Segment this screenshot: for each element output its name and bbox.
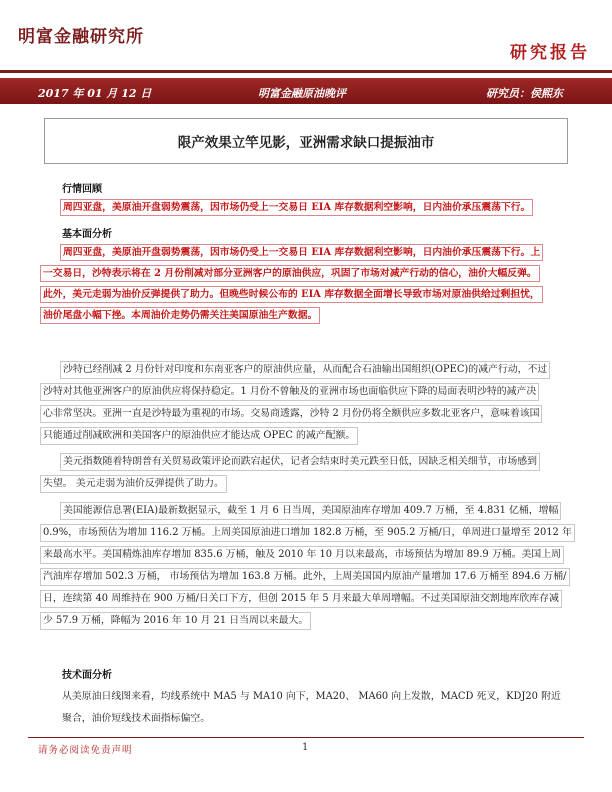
text-line: 0.9%，市场预估为增加 116.2 万桶。上周美国原油进口增加 182.8 万桶，至 905.2 万桶/日，单周进口量增至 2012 年 (40, 524, 575, 542)
fundamental-line: 此外，美元走弱为油价反弹提供了助力。但晚些时候公布的 EIA 库存数据全面增长导致市场对原油供给过剩担忧， (40, 286, 543, 303)
technical-heading: 技术面分析 (62, 670, 112, 681)
text-line: 汽油库存增加 502.3 万桶， 市场预估为增加 163.8 万桶。此外，上周美国国内原油产量增加 17.6 万桶至 894.6 万桶/ (40, 568, 570, 586)
top-divider (0, 70, 612, 73)
page-number: 1 (302, 742, 309, 753)
text-line: 日，连续第 40 周维持在 900 万桶/日关口下方，但创 2015 年 5 月来最大单周增幅。不过美国原油交割地库欣库存减 (40, 590, 562, 608)
company-logo (18, 22, 144, 47)
text-line: 沙特对其他亚洲客户的原油供应将保持稳定。1 月份不曾触及的亚洲市场也面临供应下降的局面表明沙特的减产决 (40, 383, 539, 401)
text-line: 来最高水平。美国精炼油库存增加 835.6 万桶，触及 2010 年 10 月以来最高，市场预估为增加 89.9 万桶。美国上周 (40, 546, 564, 564)
paragraph-eia (40, 500, 580, 632)
fundamental-line: 一交易日，沙特表示将在 2 月份削减对部分亚洲客户的原油供应，巩固了市场对减产行动的信心，油价大幅反弹。 (40, 265, 540, 282)
text-line: 少 57.9 万桶，降幅为 2016 年 10 月 21 日当周以来最大。 (40, 612, 311, 630)
paragraph-dollar (40, 451, 580, 495)
text-line: 心非常坚决。亚洲一直是沙特最为重视的市场。交易商透露，沙特 2 月份仍将全额供应多数北亚客户，意味着该国 (40, 405, 542, 423)
fundamental-line: 油价尾盘小幅下挫。本周油价走势仍需关注美国原油生产数据。 (40, 307, 320, 324)
page-title: 限产效果立竿见影，亚洲需求缺口提振油市 (44, 118, 568, 164)
series-title: 明富金融原油晚评 (258, 87, 346, 100)
fundamental-heading: 基本面分析 (62, 229, 112, 240)
text-line: 只能通过削减欧洲和美国客户的原油供应才能达成 OPEC 的减产配额。 (40, 427, 358, 445)
fundamental-line: 周四亚盘，美原油开盘弱势震荡，因市场仍受上一交易日 EIA 库存数据利空影响，日内油价承压震荡下行。上 (60, 244, 543, 261)
review-text-block (60, 197, 533, 218)
author: 研究员：侯熙东 (486, 87, 563, 100)
review-text: 周四亚盘，美原油开盘弱势震荡，因市场仍受上一交易日 EIA 库存数据利空影响，日内油价承压震荡下行。 (60, 199, 533, 216)
disclaimer-link[interactable]: 请务必阅读免责声明 (38, 745, 133, 756)
text-line: 从美原油日线图来看，均线系统中 MA5 与 MA10 向下，MA20、 MA60 向上发散，MACD 死叉，KDJ20 附近 (62, 691, 561, 702)
logo-text: 明富金融研究所 (18, 27, 144, 47)
paragraph-saudi (40, 359, 580, 447)
header-bar (0, 78, 612, 104)
fundamental-text-block (40, 242, 580, 326)
report-label: 研究报告 (510, 43, 590, 63)
paragraph-technical (62, 686, 582, 730)
report-date: 2017 年 01 月 12 日 (38, 87, 152, 100)
text-line: 沙特已经削减 2 月份针对印度和东南亚客户的原油供应量，从而配合石油输出国组织(OPEC)的减产行动，不过 (60, 361, 550, 379)
review-heading: 行情回顾 (62, 184, 102, 195)
text-line: 美元指数随着特朗普有关贸易政策评论而跌宕起伏，记者会结束时美元跌至日低，因缺乏相关细节，市场感到 (60, 453, 540, 471)
text-line: 美国能源信息署(EIA)最新数据显示，截至 1 月 6 日当周，美国原油库存增加 409.7 万桶，至 4.831 亿桶，增幅 (60, 502, 561, 520)
text-line: 聚合，油价短线技术面指标偏空。 (62, 713, 211, 724)
text-line: 失望。 美元走弱为油价反弹提供了助力。 (40, 475, 227, 493)
footer-divider (28, 737, 584, 738)
